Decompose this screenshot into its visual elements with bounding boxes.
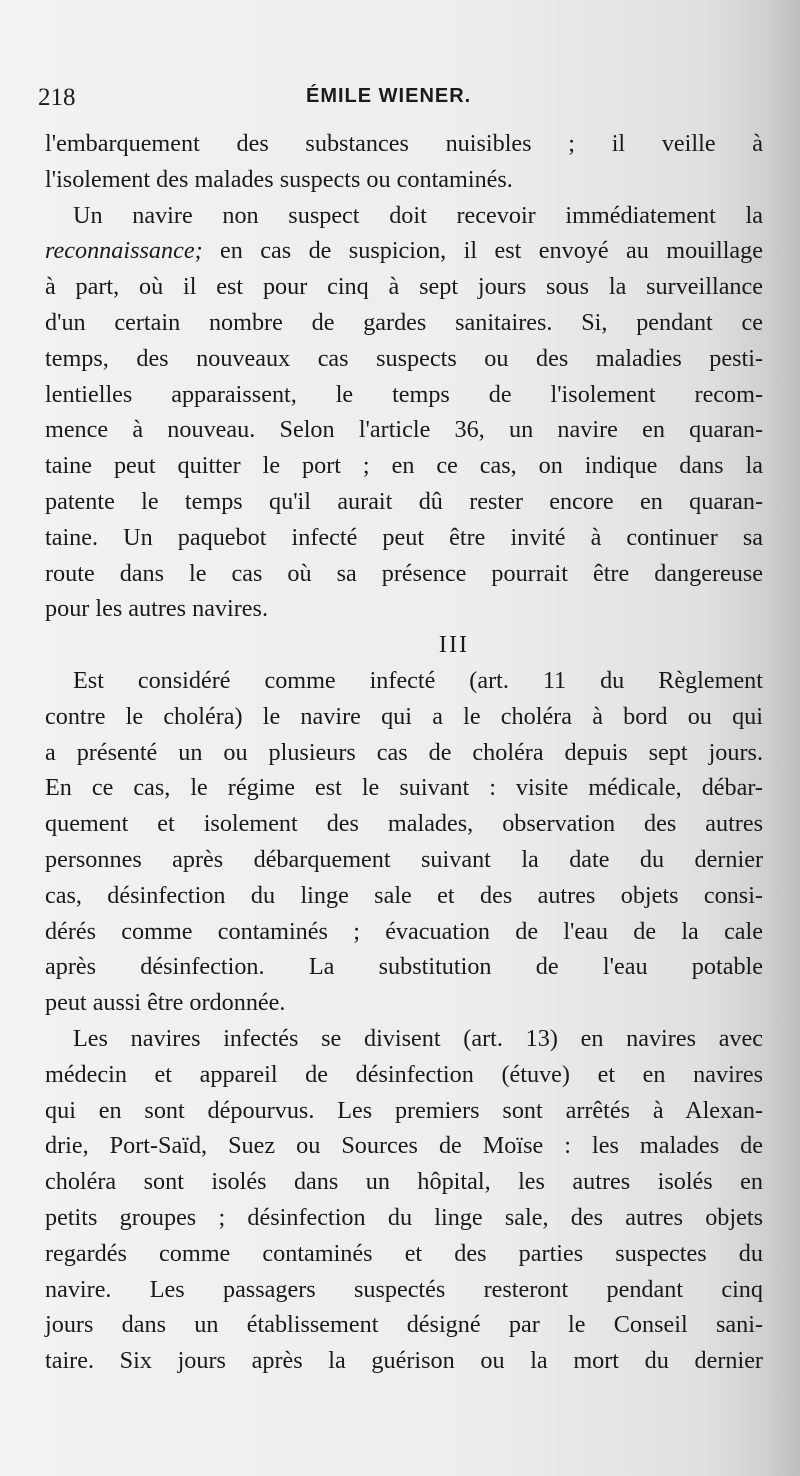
text-line: qui en sont dépourvus. Les premiers sont arrêtés à Alexan- <box>45 1096 763 1124</box>
text-line: après désinfection. La substitution de l'eau potable <box>45 953 763 981</box>
text-line: jours dans un établissement désigné par le Conseil sani- <box>45 1311 763 1339</box>
body-text <box>45 126 763 1379</box>
page-header <box>38 84 760 116</box>
text-line: l'embarquement des substances nuisibles ; il veille à <box>45 130 763 157</box>
text-line-rest: en cas de suspicion, il est envoyé au mouillage <box>202 237 763 265</box>
text-line: pour les autres navires. <box>45 595 268 623</box>
text-line: regardés comme contaminés et des parties suspectes du <box>45 1239 763 1267</box>
text-line: l'isolement des malades suspects ou contaminés. <box>45 165 513 193</box>
text-line: quement et isolement des malades, observation des autres <box>45 810 763 838</box>
text-line: médecin et appareil de désinfection (étuve) et en navires <box>45 1060 763 1088</box>
section-heading: III <box>438 631 470 659</box>
text-line: Un navire non suspect doit recevoir immédiatement la <box>73 201 763 229</box>
text-line: temps, des nouveaux cas suspects ou des maladies pesti- <box>45 344 763 372</box>
text-line: En ce cas, le régime est le suivant : visite médicale, débar- <box>45 774 763 802</box>
text-line: choléra sont isolés dans un hôpital, les autres isolés en <box>45 1168 763 1196</box>
text-line: dérés comme contaminés ; évacuation de l'eau de la cale <box>45 917 763 945</box>
italic-term: reconnaissance; <box>45 237 203 265</box>
text-line: contre le choléra) le navire qui a le choléra à bord ou qui <box>45 702 763 730</box>
text-line: petits groupes ; désinfection du linge sale, des autres objets <box>45 1203 763 1231</box>
text-line: mence à nouveau. Selon l'article 36, un navire en quaran- <box>45 416 763 444</box>
page-number: 218 <box>38 84 76 111</box>
text-line: taine. Un paquebot infecté peut être invité à continuer sa <box>45 523 763 551</box>
text-line: personnes après débarquement suivant la date du dernier <box>45 845 763 873</box>
text-line: cas, désinfection du linge sale et des autres objets consi- <box>45 881 763 909</box>
text-line: route dans le cas où sa présence pourrait être dangereuse <box>45 559 763 587</box>
text-line: drie, Port-Saïd, Suez ou Sources de Moïse : les malades de <box>45 1132 763 1160</box>
text-line <box>45 233 763 269</box>
text-line: taine peut quitter le port ; en ce cas, on indique dans la <box>45 452 763 480</box>
text-line: d'un certain nombre de gardes sanitaires. Si, pendant ce <box>45 308 763 336</box>
text-line: patente le temps qu'il aurait dû rester encore en quaran- <box>45 487 763 515</box>
text-line: peut aussi être ordonnée. <box>45 989 286 1017</box>
text-line: a présenté un ou plusieurs cas de choléra depuis sept jours. <box>45 738 763 766</box>
text-line: lentielles apparaissent, le temps de l'isolement recom- <box>45 380 763 408</box>
text-line: Est considéré comme infecté (art. 11 du Règlement <box>73 666 763 694</box>
text-line: Les navires infectés se divisent (art. 13) en navires avec <box>73 1024 763 1052</box>
text-line: à part, où il est pour cinq à sept jours sous la surveillance <box>45 273 763 301</box>
text-line: taire. Six jours après la guérison ou la mort du dernier <box>45 1347 763 1375</box>
running-head: ÉMILE WIENER. <box>306 85 472 107</box>
text-line: navire. Les passagers suspectés resteront pendant cinq <box>45 1275 763 1303</box>
